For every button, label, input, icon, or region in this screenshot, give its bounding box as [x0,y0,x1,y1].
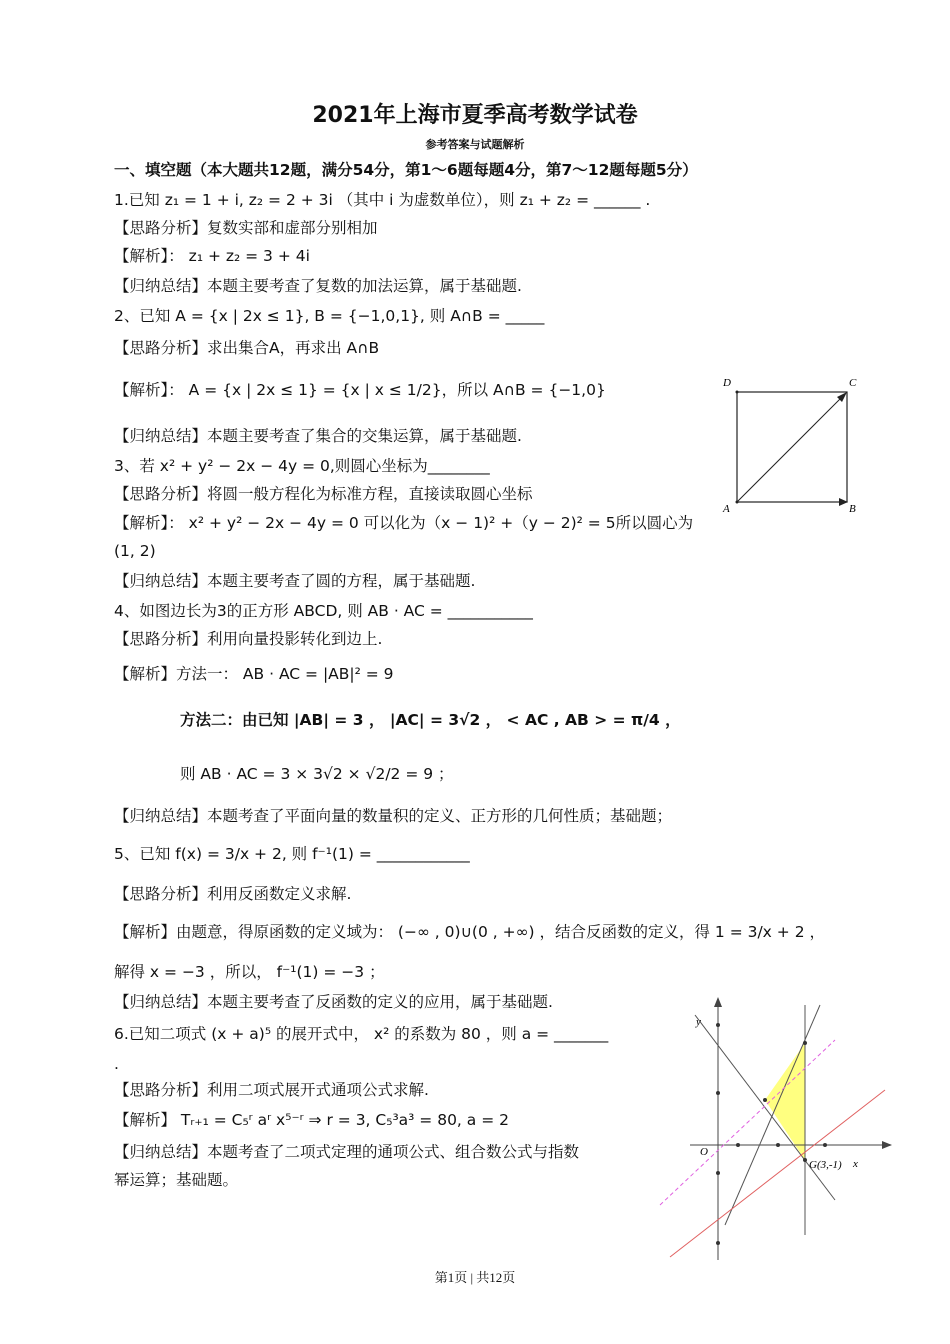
q4-method1: 【解析】方法一： AB · AC = |AB|² = 9 [114,665,394,683]
label-y: y [696,1016,701,1028]
page-title: 2021年上海市夏季高考数学试卷 [312,103,638,128]
diagonal-ac-arrow [737,394,845,502]
feasible-region [765,1043,805,1160]
q6-analysis: 【思路分析】利用二项式展开式通项公式求解. [114,1081,429,1099]
q3-solution-line2: (1, 2) [114,542,156,560]
q5-solution-line1: 【解析】由题意，得原函数的定义域为： (−∞ , 0)∪(0 , +∞) ，结合反函数的定义，得 1 = 3/x + 2 ， [114,923,825,941]
line-steep [695,1015,835,1200]
q6-stem: 6.已知二项式 (x + a)⁵ 的展开式中， x² 的系数为 80 ，则 a = _______ [114,1025,609,1043]
q2-analysis: 【思路分析】求出集合A，再求出 A∩B [114,339,380,357]
label-g: G(3,-1) [809,1159,842,1171]
q3-summary: 【归纳总结】本题主要考查了圆的方程，属于基础题. [114,572,476,590]
q6-stem-dot: . [114,1055,119,1073]
q4-method2: 方法二：由已知 |AB| = 3 ， |AC| = 3√2 ， < AC , AB > = π/4 ， [180,711,681,729]
q1-analysis: 【思路分析】复数实部和虚部分别相加 [114,219,378,237]
label-x: x [853,1158,858,1170]
label-c: C [849,377,857,389]
q4-analysis: 【思路分析】利用向量投影转化到边上. [114,630,383,648]
q1-summary: 【归纳总结】本题主要考查了复数的加法运算，属于基础题. [114,277,522,295]
x-axis-arrow [882,1141,892,1149]
q1-solution: 【解析】： z₁ + z₂ = 3 + 4i [114,247,310,265]
q3-analysis: 【思路分析】将圆一般方程化为标准方程，直接读取圆心坐标 [114,485,533,503]
region-graph-figure [650,995,890,1260]
q4-method2-result: 则 AB · AC = 3 × 3√2 × √2/2 = 9 ； [180,765,454,783]
q1-stem: 1.已知 z₁ = 1 + i, z₂ = 2 + 3i （其中 i 为虚数单位），则 z₁ + z₂ = ______ . [114,191,651,209]
q2-stem: 2、已知 A = {x | 2x ≤ 1}, B = {−1,0,1}, 则 A∩B = _____ [114,307,545,325]
q6-summary-line1: 【归纳总结】本题考查了二项式定理的通项公式、组合数公式与指数 [114,1143,580,1161]
q2-solution: 【解析】： A = {x | 2x ≤ 1} = {x | x ≤ 1/2}，所以 A∩B = {−1,0} [114,381,606,399]
q6-summary-line2: 幂运算；基础题。 [114,1171,239,1189]
q2-summary: 【归纳总结】本题主要考查了集合的交集运算，属于基础题. [114,427,522,445]
q5-summary: 【归纳总结】本题主要考查了反函数的定义的应用，属于基础题. [114,993,553,1011]
q4-summary: 【归纳总结】本题考查了平面向量的数量积的定义、正方形的几何性质；基础题； [114,807,673,825]
q5-analysis: 【思路分析】利用反函数定义求解. [114,885,352,903]
page-footer: 第1页 | 共12页 [434,1270,516,1285]
label-d: D [723,377,731,389]
q5-solution-line2: 解得 x = −3 ，所以， f⁻¹(1) = −3 ； [114,963,385,981]
q3-stem: 3、若 x² + y² − 2x − 4y = 0,则圆心坐标为________ [114,457,490,475]
page-subtitle: 参考答案与试题解析 [425,138,525,151]
label-b: B [849,503,856,515]
q4-stem: 4、如图边长为3的正方形 ABCD, 则 AB · AC = ___________ [114,602,533,620]
q5-stem: 5、已知 f(x) = 3/x + 2, 则 f⁻¹(1) = ____________ [114,845,470,863]
label-origin: O [700,1146,708,1158]
q6-solution: 【解析】 Tᵣ₊₁ = C₅ʳ aʳ x⁵⁻ʳ ⇒ r = 3, C₅³a³ = 80, a = 2 [114,1111,509,1129]
dashed-line [660,1040,835,1205]
y-axis-arrow [714,997,722,1007]
q3-solution-line1: 【解析】： x² + y² − 2x − 4y = 0 可以化为（x − 1)² +（y − 2)² = 5所以圆心为 [114,514,694,532]
label-a: A [723,503,730,515]
line-rising [725,1005,820,1225]
section-heading: 一、填空题（本大题共12题，满分54分，第1～6题每题4分，第7～12题每题5分） [114,161,698,179]
square-figure [715,370,865,520]
